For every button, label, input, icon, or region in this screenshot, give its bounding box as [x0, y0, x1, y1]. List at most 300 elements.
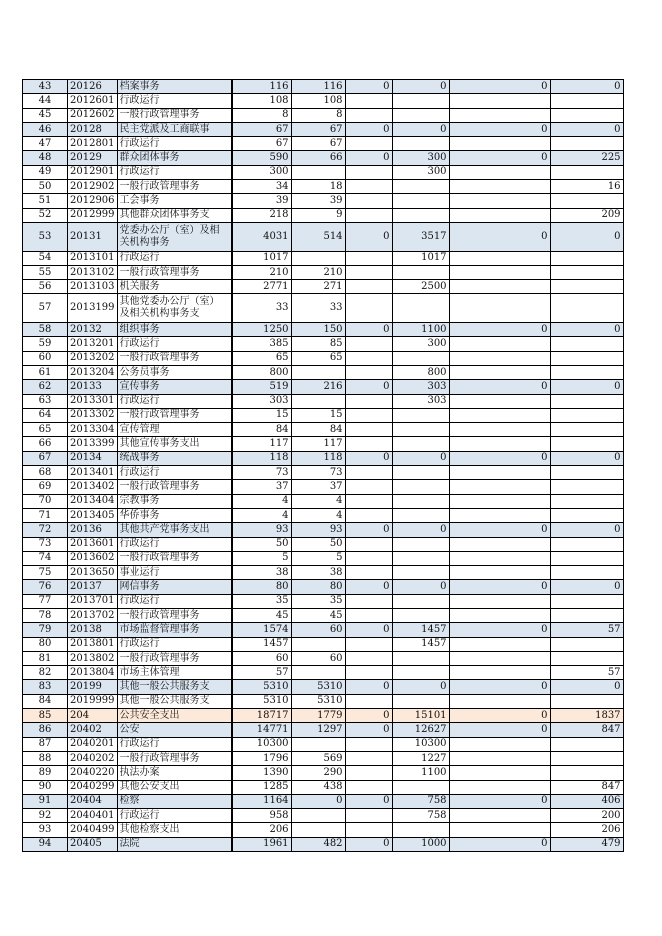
value-cell[interactable]	[449, 351, 550, 365]
row-number[interactable]: 76	[23, 580, 68, 594]
value-cell[interactable]	[345, 466, 392, 480]
value-cell[interactable]: 0	[345, 523, 392, 537]
value-cell[interactable]	[392, 437, 449, 451]
value-cell[interactable]	[550, 651, 623, 665]
total-cell[interactable]: 38	[232, 566, 292, 580]
value-cell[interactable]: 758	[392, 794, 449, 808]
row-number[interactable]: 52	[23, 208, 68, 222]
value-cell[interactable]	[345, 265, 392, 279]
value-cell[interactable]	[550, 280, 623, 294]
subject-code[interactable]: 2012902	[68, 180, 118, 194]
value-cell[interactable]: 758	[392, 809, 449, 823]
subject-code[interactable]: 2012901	[68, 165, 118, 179]
subject-name[interactable]: 公务员事务	[117, 365, 232, 379]
row-number[interactable]: 75	[23, 566, 68, 580]
subject-name[interactable]: 其他群众团体事务支	[117, 208, 232, 222]
value-cell[interactable]: 108	[291, 94, 345, 108]
value-cell[interactable]: 0	[291, 794, 345, 808]
value-cell[interactable]: 1297	[291, 723, 345, 737]
value-cell[interactable]	[550, 751, 623, 765]
subject-name[interactable]: 党委办公厅（室）及相关机构事务	[117, 222, 232, 251]
value-cell[interactable]	[345, 394, 392, 408]
subject-name[interactable]: 宗教事务	[117, 494, 232, 508]
total-cell[interactable]: 8	[232, 108, 292, 122]
value-cell[interactable]	[345, 751, 392, 765]
row-number[interactable]: 51	[23, 194, 68, 208]
subject-name[interactable]: 行政运行	[117, 165, 232, 179]
value-cell[interactable]	[345, 251, 392, 265]
value-cell[interactable]: 0	[392, 523, 449, 537]
row-number[interactable]: 82	[23, 666, 68, 680]
value-cell[interactable]	[550, 251, 623, 265]
value-cell[interactable]	[550, 594, 623, 608]
value-cell[interactable]: 300	[392, 151, 449, 165]
value-cell[interactable]: 80	[291, 580, 345, 594]
row-number[interactable]: 77	[23, 594, 68, 608]
total-cell[interactable]: 80	[232, 580, 292, 594]
subject-name[interactable]: 其他一般公共服务支	[117, 680, 232, 694]
subject-code[interactable]: 2012601	[68, 94, 118, 108]
value-cell[interactable]	[345, 737, 392, 751]
value-cell[interactable]	[449, 766, 550, 780]
value-cell[interactable]	[550, 165, 623, 179]
value-cell[interactable]: 0	[345, 451, 392, 465]
value-cell[interactable]: 0	[345, 580, 392, 594]
value-cell[interactable]	[345, 780, 392, 794]
row-number[interactable]: 86	[23, 723, 68, 737]
value-cell[interactable]	[550, 737, 623, 751]
total-cell[interactable]: 800	[232, 365, 292, 379]
value-cell[interactable]	[291, 809, 345, 823]
value-cell[interactable]: 300	[392, 165, 449, 179]
value-cell[interactable]	[345, 494, 392, 508]
row-number[interactable]: 83	[23, 680, 68, 694]
subject-code[interactable]: 2013304	[68, 423, 118, 437]
subject-name[interactable]: 其他一般公共服务支	[117, 694, 232, 708]
value-cell[interactable]	[550, 265, 623, 279]
subject-code[interactable]: 20129	[68, 151, 118, 165]
value-cell[interactable]	[291, 394, 345, 408]
value-cell[interactable]: 38	[291, 566, 345, 580]
row-number[interactable]: 45	[23, 108, 68, 122]
value-cell[interactable]: 216	[291, 380, 345, 394]
value-cell[interactable]	[345, 365, 392, 379]
row-number[interactable]: 64	[23, 408, 68, 422]
value-cell[interactable]	[550, 766, 623, 780]
total-cell[interactable]: 210	[232, 265, 292, 279]
subject-code[interactable]: 2040299	[68, 780, 118, 794]
subject-code[interactable]: 2013701	[68, 594, 118, 608]
row-number[interactable]: 47	[23, 137, 68, 151]
subject-code[interactable]: 2013601	[68, 537, 118, 551]
value-cell[interactable]: 0	[449, 80, 550, 94]
value-cell[interactable]	[345, 294, 392, 323]
value-cell[interactable]	[345, 437, 392, 451]
value-cell[interactable]: 33	[291, 294, 345, 323]
value-cell[interactable]: 1000	[392, 837, 449, 851]
total-cell[interactable]: 93	[232, 523, 292, 537]
value-cell[interactable]: 0	[449, 451, 550, 465]
value-cell[interactable]	[291, 737, 345, 751]
value-cell[interactable]: 93	[291, 523, 345, 537]
value-cell[interactable]	[550, 551, 623, 565]
value-cell[interactable]	[345, 194, 392, 208]
row-number[interactable]: 54	[23, 251, 68, 265]
value-cell[interactable]: 0	[392, 451, 449, 465]
subject-code[interactable]: 20133	[68, 380, 118, 394]
value-cell[interactable]: 1457	[392, 623, 449, 637]
value-cell[interactable]: 290	[291, 766, 345, 780]
value-cell[interactable]	[392, 780, 449, 794]
value-cell[interactable]	[550, 566, 623, 580]
value-cell[interactable]	[345, 108, 392, 122]
subject-name[interactable]: 其他公安支出	[117, 780, 232, 794]
subject-name[interactable]: 行政运行	[117, 137, 232, 151]
value-cell[interactable]	[345, 508, 392, 522]
value-cell[interactable]	[449, 265, 550, 279]
value-cell[interactable]: 0	[550, 80, 623, 94]
value-cell[interactable]: 5310	[291, 680, 345, 694]
total-cell[interactable]: 57	[232, 666, 292, 680]
subject-name[interactable]: 一般行政管理事务	[117, 608, 232, 622]
total-cell[interactable]: 14771	[232, 723, 292, 737]
value-cell[interactable]	[449, 294, 550, 323]
row-number[interactable]: 93	[23, 823, 68, 837]
value-cell[interactable]: 2500	[392, 280, 449, 294]
value-cell[interactable]	[449, 408, 550, 422]
subject-name[interactable]: 组织事务	[117, 323, 232, 337]
subject-name[interactable]: 一般行政管理事务	[117, 480, 232, 494]
row-number[interactable]: 80	[23, 637, 68, 651]
value-cell[interactable]: 116	[291, 80, 345, 94]
value-cell[interactable]	[392, 108, 449, 122]
subject-name[interactable]: 宣传事务	[117, 380, 232, 394]
value-cell[interactable]	[449, 180, 550, 194]
value-cell[interactable]: 0	[550, 222, 623, 251]
row-number[interactable]: 84	[23, 694, 68, 708]
value-cell[interactable]	[449, 537, 550, 551]
subject-code[interactable]: 2013399	[68, 437, 118, 451]
subject-name[interactable]: 公安	[117, 723, 232, 737]
row-number[interactable]: 43	[23, 80, 68, 94]
row-number[interactable]: 73	[23, 537, 68, 551]
value-cell[interactable]	[550, 365, 623, 379]
total-cell[interactable]: 1961	[232, 837, 292, 851]
value-cell[interactable]: 117	[291, 437, 345, 451]
value-cell[interactable]	[449, 337, 550, 351]
subject-code[interactable]: 2013702	[68, 608, 118, 622]
value-cell[interactable]	[449, 651, 550, 665]
value-cell[interactable]: 0	[345, 723, 392, 737]
subject-name[interactable]: 一般行政管理事务	[117, 651, 232, 665]
value-cell[interactable]: 84	[291, 423, 345, 437]
value-cell[interactable]: 3517	[392, 222, 449, 251]
subject-name[interactable]: 行政运行	[117, 537, 232, 551]
value-cell[interactable]: 271	[291, 280, 345, 294]
subject-code[interactable]: 2013202	[68, 351, 118, 365]
total-cell[interactable]: 206	[232, 823, 292, 837]
subject-code[interactable]: 2013402	[68, 480, 118, 494]
value-cell[interactable]: 8	[291, 108, 345, 122]
value-cell[interactable]	[550, 537, 623, 551]
value-cell[interactable]: 0	[345, 323, 392, 337]
value-cell[interactable]: 73	[291, 466, 345, 480]
row-number[interactable]: 60	[23, 351, 68, 365]
value-cell[interactable]: 1227	[392, 751, 449, 765]
value-cell[interactable]: 0	[449, 523, 550, 537]
value-cell[interactable]: 225	[550, 151, 623, 165]
value-cell[interactable]	[392, 494, 449, 508]
subject-code[interactable]: 2013102	[68, 265, 118, 279]
value-cell[interactable]	[345, 551, 392, 565]
value-cell[interactable]	[392, 537, 449, 551]
total-cell[interactable]: 118	[232, 451, 292, 465]
subject-name[interactable]: 其他检察支出	[117, 823, 232, 837]
subject-name[interactable]: 行政运行	[117, 466, 232, 480]
row-number[interactable]: 81	[23, 651, 68, 665]
row-number[interactable]: 58	[23, 323, 68, 337]
value-cell[interactable]: 210	[291, 265, 345, 279]
value-cell[interactable]	[291, 637, 345, 651]
row-number[interactable]: 78	[23, 608, 68, 622]
subject-name[interactable]: 检察	[117, 794, 232, 808]
value-cell[interactable]: 0	[345, 709, 392, 723]
subject-code[interactable]: 2013204	[68, 365, 118, 379]
subject-code[interactable]: 2013602	[68, 551, 118, 565]
value-cell[interactable]	[550, 480, 623, 494]
subject-name[interactable]: 其他共产党事务支出	[117, 523, 232, 537]
value-cell[interactable]: 0	[550, 580, 623, 594]
subject-name[interactable]: 事业运行	[117, 566, 232, 580]
value-cell[interactable]: 0	[550, 323, 623, 337]
value-cell[interactable]: 847	[550, 723, 623, 737]
total-cell[interactable]: 18717	[232, 709, 292, 723]
value-cell[interactable]: 0	[449, 323, 550, 337]
value-cell[interactable]	[345, 480, 392, 494]
value-cell[interactable]	[449, 508, 550, 522]
value-cell[interactable]: 118	[291, 451, 345, 465]
value-cell[interactable]	[291, 251, 345, 265]
value-cell[interactable]: 0	[392, 680, 449, 694]
subject-code[interactable]: 20131	[68, 222, 118, 251]
total-cell[interactable]: 37	[232, 480, 292, 494]
value-cell[interactable]: 1100	[392, 323, 449, 337]
row-number[interactable]: 74	[23, 551, 68, 565]
row-number[interactable]: 87	[23, 737, 68, 751]
row-number[interactable]: 68	[23, 466, 68, 480]
total-cell[interactable]: 1390	[232, 766, 292, 780]
subject-name[interactable]: 群众团体事务	[117, 151, 232, 165]
value-cell[interactable]	[449, 751, 550, 765]
value-cell[interactable]: 300	[392, 337, 449, 351]
value-cell[interactable]: 67	[291, 122, 345, 136]
value-cell[interactable]: 0	[345, 380, 392, 394]
row-number[interactable]: 72	[23, 523, 68, 537]
value-cell[interactable]: 35	[291, 594, 345, 608]
value-cell[interactable]: 0	[345, 794, 392, 808]
total-cell[interactable]: 60	[232, 651, 292, 665]
total-cell[interactable]: 35	[232, 594, 292, 608]
value-cell[interactable]: 0	[449, 580, 550, 594]
subject-code[interactable]: 2013404	[68, 494, 118, 508]
total-cell[interactable]: 519	[232, 380, 292, 394]
value-cell[interactable]	[449, 423, 550, 437]
value-cell[interactable]: 0	[449, 680, 550, 694]
value-cell[interactable]	[392, 594, 449, 608]
value-cell[interactable]	[345, 351, 392, 365]
value-cell[interactable]	[550, 637, 623, 651]
row-number[interactable]: 91	[23, 794, 68, 808]
value-cell[interactable]	[392, 208, 449, 222]
value-cell[interactable]	[345, 137, 392, 151]
total-cell[interactable]: 1574	[232, 623, 292, 637]
value-cell[interactable]: 0	[550, 380, 623, 394]
value-cell[interactable]	[550, 194, 623, 208]
subject-name[interactable]: 行政运行	[117, 337, 232, 351]
value-cell[interactable]	[392, 180, 449, 194]
value-cell[interactable]	[449, 365, 550, 379]
value-cell[interactable]: 67	[291, 137, 345, 151]
subject-code[interactable]: 20402	[68, 723, 118, 737]
total-cell[interactable]: 1796	[232, 751, 292, 765]
value-cell[interactable]	[392, 651, 449, 665]
value-cell[interactable]	[345, 165, 392, 179]
row-number[interactable]: 44	[23, 94, 68, 108]
value-cell[interactable]	[550, 394, 623, 408]
subject-code[interactable]: 2040201	[68, 737, 118, 751]
subject-code[interactable]: 20199	[68, 680, 118, 694]
subject-name[interactable]: 公共安全支出	[117, 709, 232, 723]
value-cell[interactable]: 0	[449, 709, 550, 723]
row-number[interactable]: 90	[23, 780, 68, 794]
value-cell[interactable]: 0	[392, 80, 449, 94]
value-cell[interactable]: 0	[449, 723, 550, 737]
total-cell[interactable]: 1457	[232, 637, 292, 651]
value-cell[interactable]	[392, 137, 449, 151]
value-cell[interactable]	[392, 294, 449, 323]
subject-code[interactable]: 20138	[68, 623, 118, 637]
value-cell[interactable]	[392, 351, 449, 365]
value-cell[interactable]	[550, 94, 623, 108]
value-cell[interactable]	[449, 737, 550, 751]
subject-name[interactable]: 统战事务	[117, 451, 232, 465]
value-cell[interactable]	[345, 608, 392, 622]
value-cell[interactable]	[392, 823, 449, 837]
value-cell[interactable]	[449, 394, 550, 408]
subject-code[interactable]: 2013201	[68, 337, 118, 351]
value-cell[interactable]: 1017	[392, 251, 449, 265]
value-cell[interactable]	[345, 280, 392, 294]
value-cell[interactable]	[550, 108, 623, 122]
subject-name[interactable]: 其他党委办公厅（室）及相关机构事务支	[117, 294, 232, 323]
subject-name[interactable]: 行政运行	[117, 809, 232, 823]
value-cell[interactable]: 57	[550, 666, 623, 680]
value-cell[interactable]	[345, 208, 392, 222]
total-cell[interactable]: 84	[232, 423, 292, 437]
subject-name[interactable]: 一般行政管理事务	[117, 408, 232, 422]
total-cell[interactable]: 67	[232, 137, 292, 151]
value-cell[interactable]	[291, 823, 345, 837]
row-number[interactable]: 50	[23, 180, 68, 194]
row-number[interactable]: 71	[23, 508, 68, 522]
subject-name[interactable]: 一般行政管理事务	[117, 751, 232, 765]
value-cell[interactable]	[291, 666, 345, 680]
value-cell[interactable]	[345, 337, 392, 351]
total-cell[interactable]: 4	[232, 508, 292, 522]
value-cell[interactable]	[449, 637, 550, 651]
subject-code[interactable]: 2040220	[68, 766, 118, 780]
value-cell[interactable]	[449, 466, 550, 480]
value-cell[interactable]	[449, 566, 550, 580]
subject-name[interactable]: 民主党派及工商联事	[117, 122, 232, 136]
row-number[interactable]: 46	[23, 122, 68, 136]
value-cell[interactable]: 0	[449, 794, 550, 808]
value-cell[interactable]: 85	[291, 337, 345, 351]
row-number[interactable]: 85	[23, 709, 68, 723]
value-cell[interactable]: 847	[550, 780, 623, 794]
value-cell[interactable]: 0	[449, 222, 550, 251]
value-cell[interactable]	[550, 608, 623, 622]
value-cell[interactable]	[392, 194, 449, 208]
subject-name[interactable]: 一般行政管理事务	[117, 265, 232, 279]
value-cell[interactable]	[449, 108, 550, 122]
value-cell[interactable]: 800	[392, 365, 449, 379]
value-cell[interactable]: 303	[392, 394, 449, 408]
value-cell[interactable]	[392, 408, 449, 422]
subject-code[interactable]: 2013302	[68, 408, 118, 422]
subject-code[interactable]: 2040401	[68, 809, 118, 823]
value-cell[interactable]	[392, 694, 449, 708]
value-cell[interactable]	[345, 823, 392, 837]
subject-name[interactable]: 档案事务	[117, 80, 232, 94]
subject-code[interactable]: 2013101	[68, 251, 118, 265]
subject-name[interactable]: 机关服务	[117, 280, 232, 294]
row-number[interactable]: 79	[23, 623, 68, 637]
value-cell[interactable]	[392, 508, 449, 522]
value-cell[interactable]	[291, 365, 345, 379]
row-number[interactable]: 65	[23, 423, 68, 437]
total-cell[interactable]: 1250	[232, 323, 292, 337]
value-cell[interactable]: 200	[550, 809, 623, 823]
subject-code[interactable]: 2013401	[68, 466, 118, 480]
value-cell[interactable]	[345, 408, 392, 422]
value-cell[interactable]: 514	[291, 222, 345, 251]
subject-code[interactable]: 2013405	[68, 508, 118, 522]
value-cell[interactable]: 0	[345, 837, 392, 851]
value-cell[interactable]: 12627	[392, 723, 449, 737]
value-cell[interactable]: 15101	[392, 709, 449, 723]
subject-code[interactable]: 2013804	[68, 666, 118, 680]
subject-code[interactable]: 2040499	[68, 823, 118, 837]
value-cell[interactable]: 50	[291, 537, 345, 551]
row-number[interactable]: 48	[23, 151, 68, 165]
value-cell[interactable]: 18	[291, 180, 345, 194]
value-cell[interactable]: 303	[392, 380, 449, 394]
subject-code[interactable]: 2040202	[68, 751, 118, 765]
subject-name[interactable]: 行政运行	[117, 94, 232, 108]
value-cell[interactable]: 37	[291, 480, 345, 494]
value-cell[interactable]	[392, 551, 449, 565]
value-cell[interactable]: 0	[345, 680, 392, 694]
total-cell[interactable]: 116	[232, 80, 292, 94]
subject-code[interactable]: 20405	[68, 837, 118, 851]
value-cell[interactable]	[449, 437, 550, 451]
value-cell[interactable]: 0	[392, 580, 449, 594]
row-number[interactable]: 61	[23, 365, 68, 379]
subject-code[interactable]: 20128	[68, 122, 118, 136]
subject-name[interactable]: 一般行政管理事务	[117, 351, 232, 365]
value-cell[interactable]	[392, 466, 449, 480]
